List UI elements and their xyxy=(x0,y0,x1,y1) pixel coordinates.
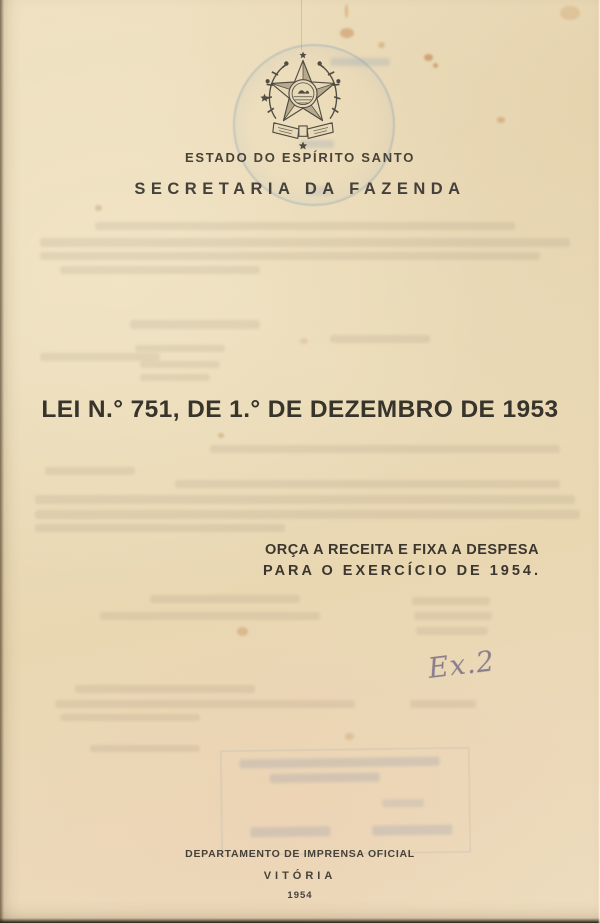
bleed-through-smudge xyxy=(416,627,488,635)
bleed-through-smudge xyxy=(150,595,300,603)
foxing-stain xyxy=(560,6,580,20)
foxing-stain xyxy=(497,117,505,123)
law-summary-line1: ORÇA A RECEITA E FIXA A DESPESA xyxy=(264,542,540,558)
foxing-stain xyxy=(345,4,348,18)
scan-edge-left xyxy=(0,0,4,923)
bleed-through-smudge xyxy=(40,238,570,247)
bleed-through-smudge xyxy=(35,524,285,532)
law-summary xyxy=(252,540,552,582)
bleed-through-smudge xyxy=(140,374,210,381)
law-title: LEI N.° 751, DE 1.° DE DEZEMBRO DE 1953 xyxy=(41,396,559,423)
foxing-stain xyxy=(340,28,354,38)
bleed-through-smudge xyxy=(410,700,476,708)
bleed-through-smudge xyxy=(90,745,200,752)
bleed-through-smudge xyxy=(100,612,320,620)
bleed-through-smudge xyxy=(35,510,580,519)
department-name: SECRETARIA DA FAZENDA xyxy=(134,180,466,198)
bleed-through-smudge xyxy=(175,480,560,488)
bleed-through-smudge xyxy=(140,361,220,368)
foxing-stain xyxy=(300,338,308,344)
bleed-through-smudge xyxy=(60,266,260,274)
bleed-through-smudge xyxy=(40,353,160,361)
publisher-city: VITÓRIA xyxy=(263,870,337,882)
state-name: ESTADO DO ESPÍRITO SANTO xyxy=(184,150,416,165)
handwritten-copy-number: Ex.2 xyxy=(426,644,497,685)
foxing-stain xyxy=(378,42,385,48)
bleed-through-smudge xyxy=(55,700,355,708)
bleed-through-smudge xyxy=(35,495,575,504)
archive-stamp-bleedthrough xyxy=(220,747,470,855)
bleed-through-smudge xyxy=(210,445,560,453)
espirito-santo-coat-of-arms-icon xyxy=(251,50,355,154)
law-summary-line2: PARA O EXERCÍCIO DE 1954. xyxy=(262,563,542,579)
scan-edge-bottom xyxy=(0,918,600,923)
bleed-through-smudge xyxy=(412,597,490,605)
bleed-through-smudge xyxy=(330,335,430,343)
bleed-through-smudge xyxy=(95,222,515,230)
foxing-stain xyxy=(95,205,102,211)
publisher-name: DEPARTAMENTO DE IMPRENSA OFICIAL xyxy=(185,848,415,860)
foxing-stain xyxy=(345,733,354,740)
print-year: 1954 xyxy=(287,890,313,901)
paper-crease xyxy=(301,0,302,50)
bleed-through-smudge xyxy=(45,467,135,475)
bleed-through-smudge xyxy=(130,320,260,329)
foxing-stain xyxy=(218,433,224,438)
bleed-through-smudge xyxy=(75,685,255,693)
foxing-stain xyxy=(424,54,433,61)
bleed-through-smudge xyxy=(414,612,492,620)
foxing-stain xyxy=(433,63,438,68)
bleed-through-smudge xyxy=(135,345,225,352)
bleed-through-smudge xyxy=(40,252,540,260)
foxing-stain xyxy=(237,627,248,636)
bleed-through-smudge xyxy=(60,714,200,721)
